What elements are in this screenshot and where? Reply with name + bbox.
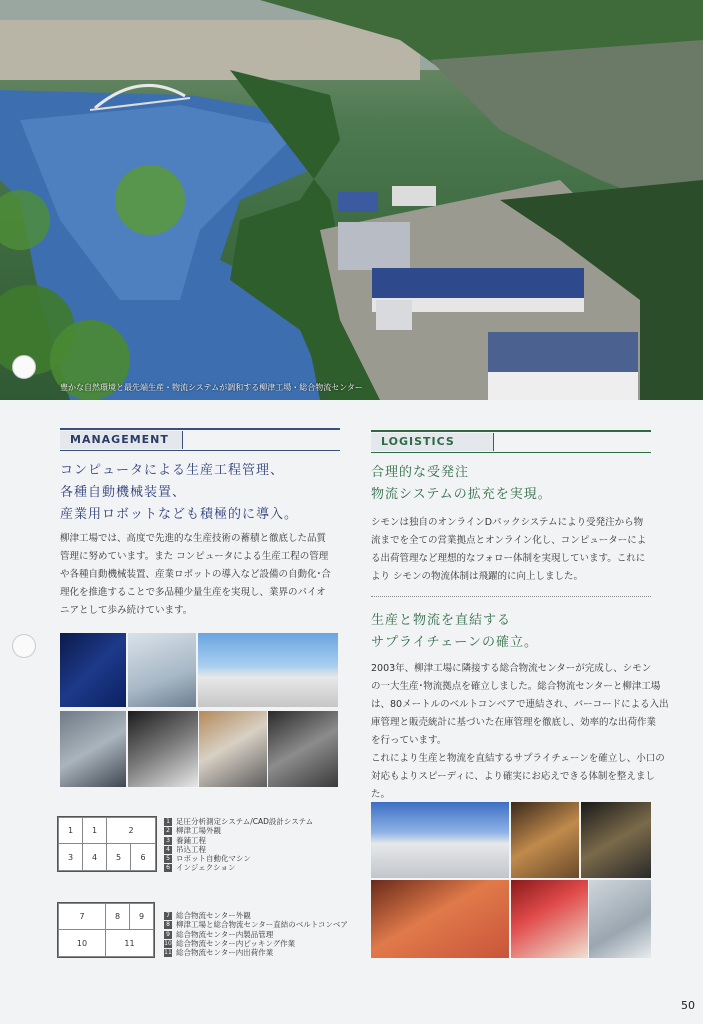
- diagram-cell: 3: [58, 843, 83, 871]
- diagram-cell: 8: [105, 903, 130, 930]
- legend-text: インジェクション: [176, 863, 236, 873]
- management-body: [60, 530, 350, 620]
- photo-3-process: [60, 711, 126, 787]
- dotted-divider: [371, 596, 651, 597]
- legend-number: 8: [164, 921, 172, 929]
- photo-7-logistics-center-exterior: [371, 802, 509, 878]
- photo-8-belt-conveyor: [511, 802, 579, 878]
- body-line: これにより生産と物流を直結するサプライチェーンを確立し、小口の: [371, 753, 665, 764]
- headline-line: コンピュータによる生産工程管理、: [60, 463, 285, 478]
- diagram-cell: 1: [82, 817, 107, 844]
- body-line: の一大生産･物流拠点を確立しました。総合物流センターと柳津工場: [371, 681, 661, 692]
- diagram-cell: 7: [58, 903, 106, 930]
- diagram-cell: 9: [129, 903, 154, 930]
- photo-4-process: [128, 711, 198, 787]
- management-section-header: [60, 428, 340, 451]
- headline-line: 産業用ロボットなども積極的に導入。: [60, 507, 299, 522]
- legend-item: [164, 939, 348, 948]
- management-headline: [60, 460, 350, 526]
- photo-6-injection: [268, 711, 338, 787]
- page-number: 50: [681, 999, 695, 1012]
- legend-number: 11: [164, 949, 172, 957]
- diagram-cell: 4: [82, 843, 107, 871]
- legend-text: ロボット自動化マシン: [176, 854, 251, 864]
- headline-line: 各種自動機械装置、: [60, 485, 187, 500]
- legend-number: 5: [164, 855, 172, 863]
- legend-text: 総合物流センター内出荷作業: [176, 948, 274, 958]
- legend-number: 9: [164, 931, 172, 939]
- body-line: や各種自動機械装置、産業ロボットの導入など設備の自動化･合: [60, 569, 331, 580]
- hero-landscape-illustration: [0, 0, 703, 400]
- body-line: 対応もよりスピーディに、より確実にお応えできる体制を整えました。: [371, 771, 655, 800]
- logistics-tab-label: LOGISTICS: [371, 433, 494, 451]
- diagram-2-legend: [164, 911, 348, 957]
- legend-number: 3: [164, 837, 172, 845]
- body-line: ニアとして歩み続けています。: [60, 605, 193, 616]
- management-tab-label: MANAGEMENT: [60, 431, 183, 449]
- legend-item: [164, 826, 313, 835]
- legend-number: 7: [164, 912, 172, 920]
- body-line: より シモンの物流体制は飛躍的に向上しました。: [371, 571, 584, 582]
- hero-caption: 豊かな自然環境と最先端生産・物流システムが調和する柳津工場・総合物流センター: [60, 383, 363, 392]
- photo-11-shipping-work: [511, 880, 588, 958]
- diagram-cell: 1: [58, 817, 83, 844]
- diagram-cell: 6: [130, 843, 156, 871]
- headline-line: 物流システムの拡充を実現。: [371, 487, 552, 502]
- headline-line: 生産と物流を直結する: [371, 613, 512, 628]
- legend-text: 総合物流センター内製品管理: [176, 929, 274, 939]
- photo-layout-diagram-1: [57, 816, 157, 872]
- logistics-headline-2: [371, 610, 661, 654]
- body-line: シモンは独自のオンラインDパックシステムにより受発注から物: [371, 517, 644, 528]
- body-line: 管理に努めています。また コンピュータによる生産工程の管理: [60, 551, 329, 562]
- diagram-cell: 11: [105, 929, 154, 957]
- legend-text: 総合物流センター内ピッキング作業: [176, 938, 296, 948]
- photo-5-robot: [199, 711, 267, 787]
- legend-number: 2: [164, 827, 172, 835]
- legend-text: 柳津工場外観: [176, 826, 221, 836]
- body-line: 庫管理と販売統計に基づいた在庫管理を徹底し、効率的な出荷作業: [371, 717, 657, 728]
- body-line: る出荷管理など理想的なフォロー体制を実現しています。これに: [371, 553, 646, 564]
- diagram-cell: 2: [106, 817, 156, 844]
- photo-2-factory-exterior: [198, 633, 338, 707]
- legend-item: [164, 845, 313, 854]
- body-line: を行っています。: [371, 735, 447, 746]
- legend-item: [164, 920, 348, 929]
- legend-item: [164, 863, 313, 872]
- binder-hole: [12, 634, 36, 658]
- photo-9-product-management: [581, 802, 651, 878]
- body-line: 柳津工場では、高度で先進的な生産技術の蓄積と徹底した品質: [60, 533, 327, 544]
- legend-item: [164, 948, 348, 957]
- diagram-cell: 10: [58, 929, 106, 957]
- diagram-cell: 5: [106, 843, 131, 871]
- body-line: は、80メートルのベルトコンベアで連結され、バーコードによる入出: [371, 699, 669, 710]
- legend-number: 10: [164, 939, 172, 947]
- photo-layout-diagram-2: [57, 902, 155, 958]
- photo-1-analysis-system: [128, 633, 196, 707]
- logistics-body-2: [371, 660, 671, 804]
- legend-item: [164, 854, 313, 863]
- body-line: 理化を推進することで多品種少量生産を実現し、業界のパイオ: [60, 587, 326, 598]
- legend-text: 足圧分析測定システム/CAD設計システム: [176, 817, 314, 826]
- legend-item: [164, 817, 313, 826]
- hero-photo: [0, 0, 703, 400]
- photo-1-cad-system: [60, 633, 126, 707]
- legend-text: 吊込工程: [176, 844, 206, 854]
- binder-hole: [12, 355, 36, 379]
- legend-text: 総合物流センター外観: [176, 911, 251, 920]
- legend-item: [164, 930, 348, 939]
- photo-11-shipping-terminal: [589, 880, 651, 958]
- legend-item: [164, 836, 313, 845]
- legend-text: 養鋪工程: [176, 835, 206, 845]
- photo-10-picking-work: [371, 880, 509, 958]
- legend-item: [164, 911, 348, 920]
- diagram-1-legend: [164, 817, 313, 873]
- legend-number: 6: [164, 864, 172, 872]
- body-line: 流までを全ての営業拠点とオンライン化し、コンピューターによ: [371, 535, 647, 546]
- legend-number: 1: [164, 818, 172, 826]
- legend-text: 柳津工場と総合物流センター直結のベルトコンベア: [176, 920, 348, 930]
- logistics-section-header: [371, 430, 651, 453]
- logistics-headline-1: [371, 462, 661, 506]
- headline-line: 合理的な受発注: [371, 465, 470, 480]
- body-line: 2003年、柳津工場に隣接する総合物流センターが完成し、シモン: [371, 663, 652, 674]
- headline-line: サプライチェーンの確立。: [371, 635, 538, 650]
- logistics-body-1: [371, 514, 661, 586]
- legend-number: 4: [164, 846, 172, 854]
